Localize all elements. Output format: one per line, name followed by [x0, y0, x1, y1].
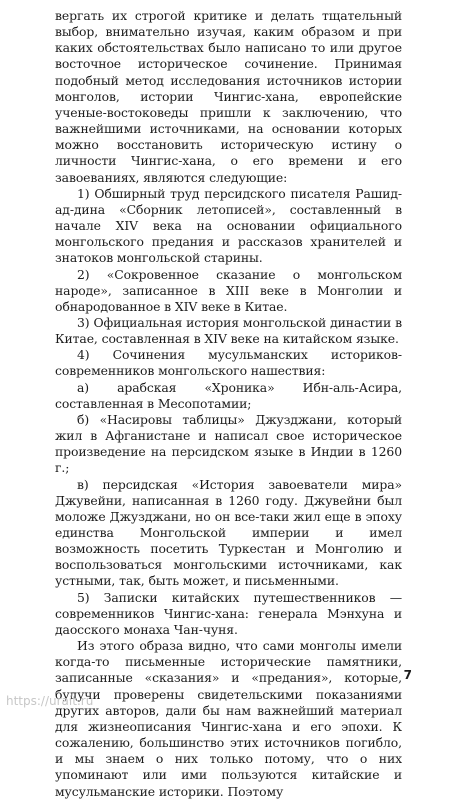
- page-number: 7: [403, 668, 412, 682]
- list-item-4b: б) «Насировы таблицы» Джузджани, который жил в Афганистане и написал свое историческое произведение на персидском языке в Индии в 1260 г.;: [55, 411, 402, 476]
- list-item-4: 4) Сочинения мусульманских историков-современников монгольского нашествия:: [55, 347, 402, 379]
- list-item-3: 3) Официальная история монгольской династии в Китае, составленная в XIV веке на китайском языке.: [55, 314, 402, 347]
- paragraph-conclusion: Из этого образа видно, что сами монголы имели когда-то письменные исторические памятники, записанные «сказания» и «предания», которые, будучи проверены свидетельскими показаниями других авторов, дали бы нам важнейший материал для жизнеописания Чингис-хана и его эпохи. К сожалению, большинство этих источников погибло, и мы знаем о них только потому, что о них упоминают или ими пользуются китайские и мусульманские историки. Поэтому: [55, 638, 402, 799]
- page-body: [55, 8, 402, 800]
- list-item-4a: а) арабская «Хроника» Ибн-аль-Асира, составленная в Месопотамии;: [55, 379, 402, 411]
- list-item-4c: в) персидская «История завоеватели мира» Джувейни, написанная в 1260 году. Джувейни был моложе Джузджани, но он все-таки жил еще в эпоху единства Монгольской империи и имел возможность посетить Туркестан и Монголию и воспользоваться монгольскими источниками, как устными, так, быть может, и письменными.: [55, 476, 402, 589]
- list-item-5: 5) Записки китайских путешественников — современников Чингис-хана: генерала Мэнхуна и даосского монаха Чан-чуня.: [55, 589, 402, 637]
- watermark-url: https://urait.ru: [6, 694, 94, 708]
- list-item-1: 1) Обширный труд персидского писателя Рашид-ад-дина «Сборник летописей», составленный в начале XIV века на основании официального монгольского предания и рассказов хранителей и знатоков монгольской старины.: [55, 185, 402, 266]
- paragraph-continuation: вергать их строгой критике и делать тщательный выбор, внимательно изучая, каким образом и при каких обстоятельствах было написано то или другое восточное историческое сочинение. Принимая подобный метод исследования источников истории монголов, истории Чингис-хана, европейские ученые-востоковеды пришли к заключению, что важнейшими источниками, на основании которых можно восстановить историческую истину о личности Чингис-хана, о его времени и его завоеваниях, являются следующие:: [55, 8, 402, 185]
- list-item-2: 2) «Сокровенное сказание о монгольском народе», записанное в XIII веке в Монголии и обнародованное в XIV веке в Китае.: [55, 266, 402, 314]
